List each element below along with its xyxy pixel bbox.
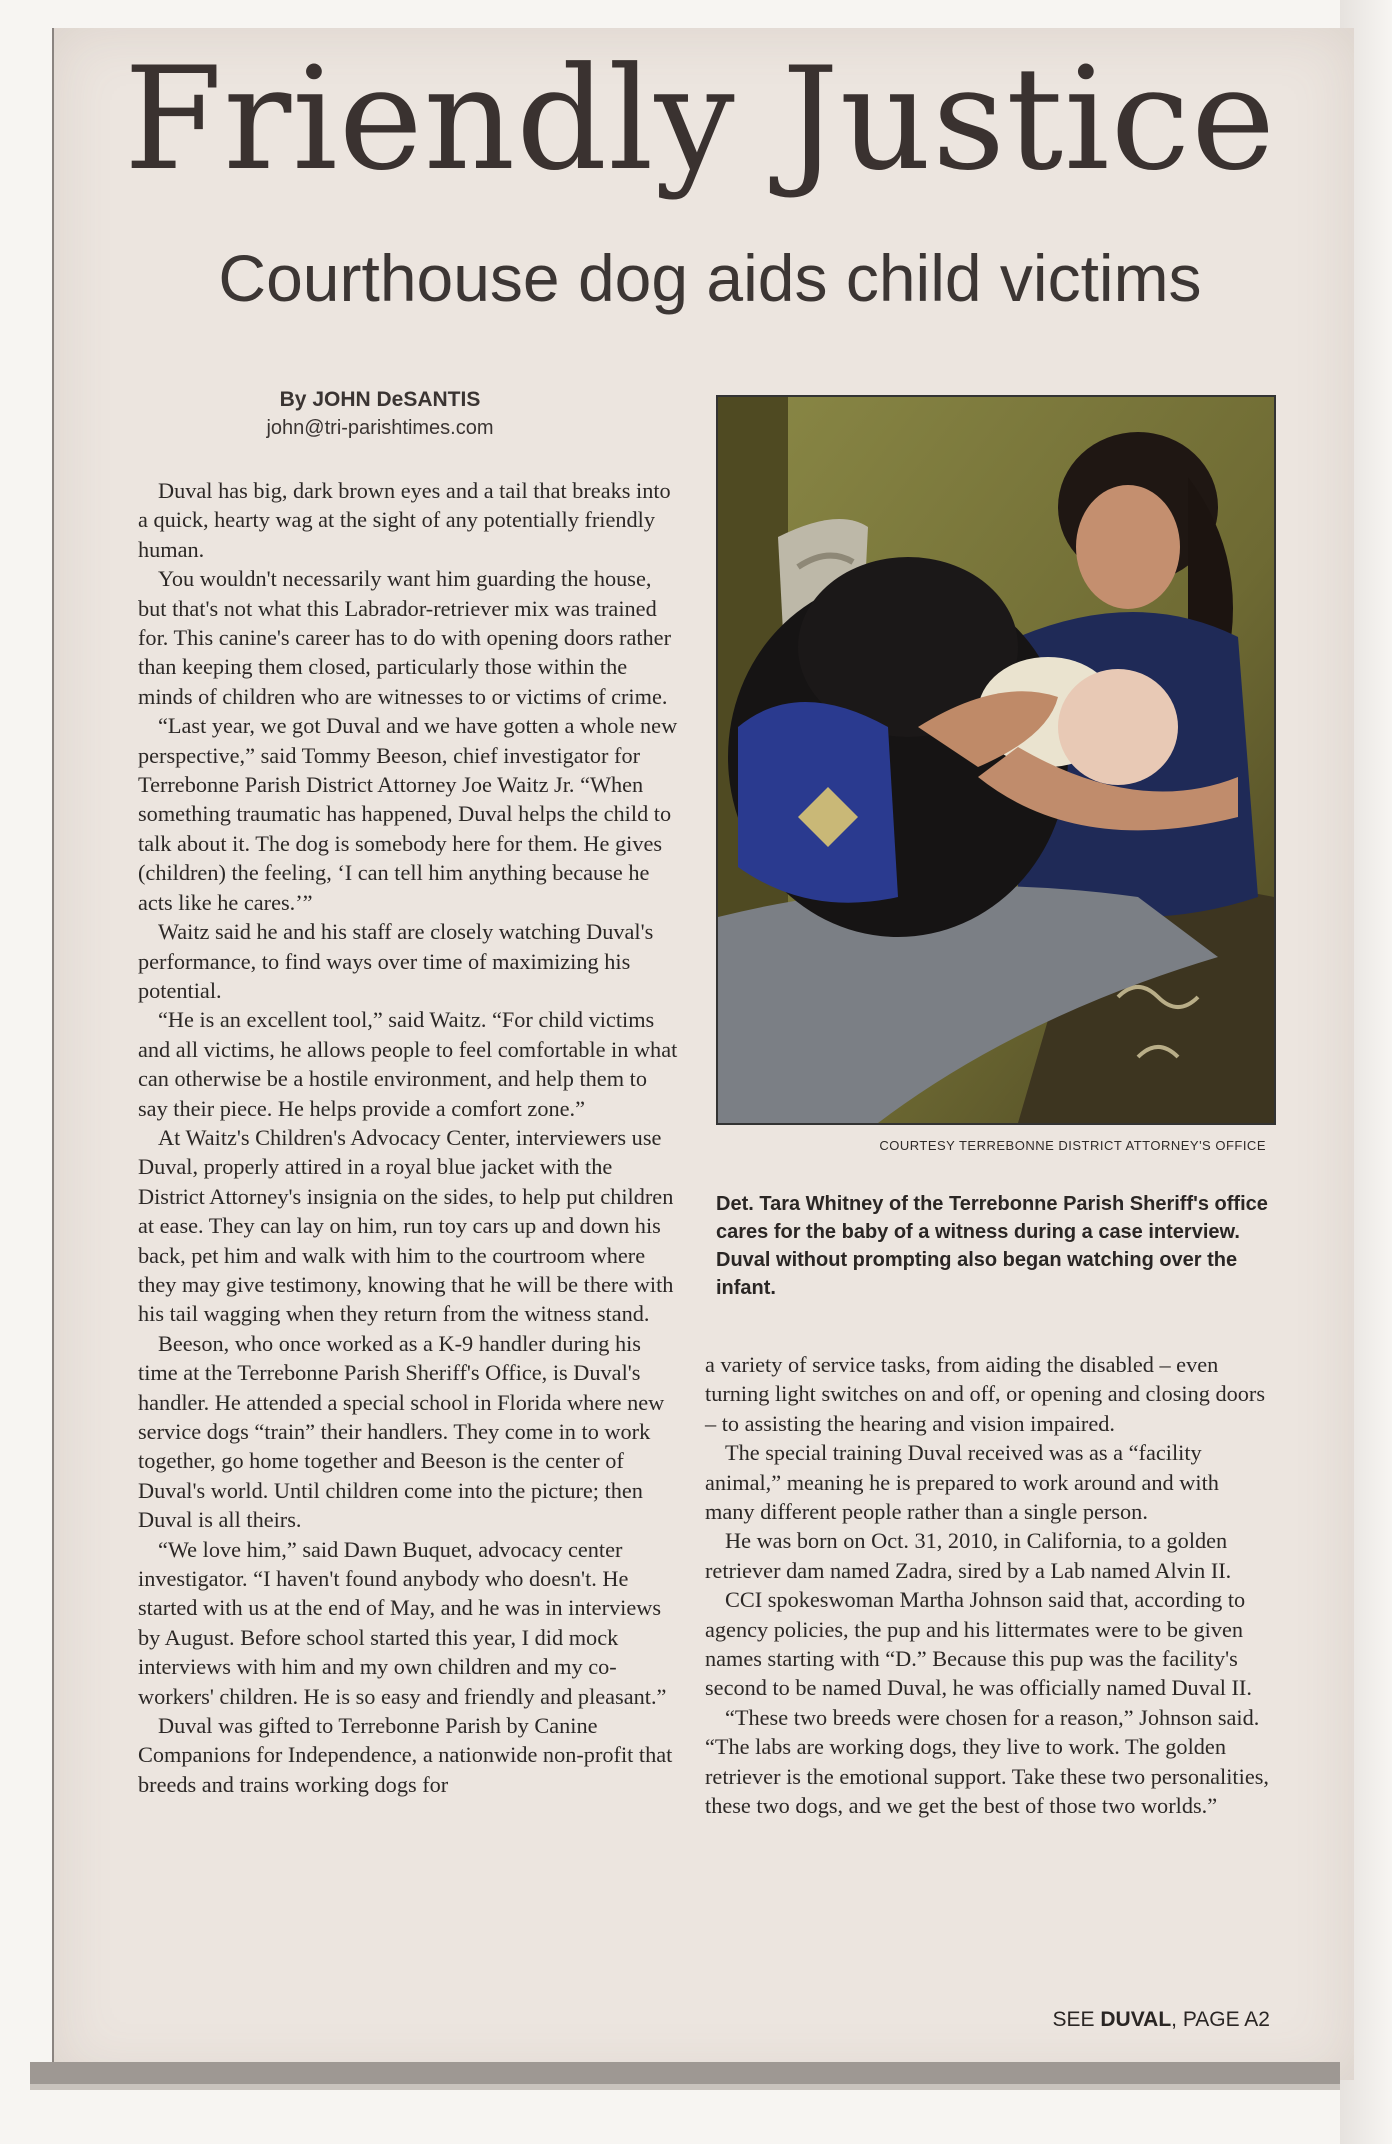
paragraph: “These two breeds were chosen for a reason,” Johnson said. “The labs are working dogs, they live to work. The golden retriever is the emotional support. Take these two personalities, these two dogs, and we get the best of those two worlds.” [705, 1704, 1269, 1819]
photo-caption: Det. Tara Whitney of the Terrebonne Parish Sheriff's office cares for the baby of a witness during a case interview. Duval without prompting also began watching over the infant. [716, 1193, 1268, 1299]
article-column-1 [138, 476, 678, 1799]
paragraph: At Waitz's Children's Advocacy Center, interviewers use Duval, properly attired in a royal blue jacket with the District Attorney's insignia on the sides, to help put children at ease. They can lay on him, run toy cars up and down his back, pet him and walk with him to the courtroom where they may give testimony, knowing that he will be there with his tail wagging when they return from the witness stand. [138, 1124, 674, 1327]
paragraph: “He is an excellent tool,” said Waitz. “For child victims and all victims, he allows people to feel comfortable in what can otherwise be a hostile environment, and help them to say their piece. He helps provide a comfort zone.” [138, 1007, 678, 1121]
paragraph: a variety of service tasks, from aiding the disabled – even turning light switches on and off, or opening and closing doors – to assisting the hearing and vision impaired. [705, 1352, 1266, 1436]
byline-email: john@tri-parishtimes.com [266, 417, 494, 439]
page-bottom-rule [30, 2062, 1340, 2084]
paragraph: The special training Duval received was as a “facility animal,” meaning he is prepared to work around and with many different people rather than a single person. [705, 1440, 1219, 1525]
photo-credit: COURTESY TERREBONNE DISTRICT ATTORNEY'S OFFICE [879, 1138, 1266, 1153]
paragraph: Duval was gifted to Terrebonne Parish by Canine Companions for Independence, a nationwide non-profit that breeds and trains working dogs for [138, 1713, 673, 1797]
jump-prefix: SEE [1052, 2008, 1095, 2031]
jump-page: PAGE A2 [1182, 2008, 1270, 2031]
jump-line[interactable]: SEE DUVAL, PAGE A2 [1052, 2008, 1270, 2031]
paragraph: CCI spokeswoman Martha Johnson said that, according to agency policies, the pup and his littermates were to be given names starting with “D.” Because this pup was the facility's second to be named Duval, he was officially named Duval II. [705, 1587, 1252, 1701]
paragraph: He was born on Oct. 31, 2010, in California, to a golden retriever dam named Zadra, sired by a Lab named Alvin II. [705, 1528, 1232, 1583]
page-bottom-shadow [30, 2084, 1340, 2090]
jump-target: DUVAL [1100, 2008, 1172, 2031]
article-photo [716, 395, 1276, 1125]
paragraph: Beeson, who once worked as a K-9 handler during his time at the Terrebonne Parish Sheriff's Office, is Duval's handler. He attended a special school in Florida where new service dogs “train” their handlers. They come in to work together, go home together and Beeson is the center of Duval's world. Until children come into the picture; then Duval is all theirs. [138, 1330, 665, 1533]
headline: Friendly Justice [123, 37, 1277, 202]
paragraph: Waitz said he and his staff are closely watching Duval's performance, to find ways over time of maximizing his potential. [138, 919, 654, 1003]
paragraph: “Last year, we got Duval and we have gotten a whole new perspective,” said Tommy Beeson, chief investigator for Terrebonne Parish District Attorney Joe Waitz Jr. “When something traumatic has happened, Duval helps the child to talk about it. The dog is somebody here for them. He gives (children) the feeling, ‘I can tell him anything because he acts like he cares.’” [138, 713, 678, 915]
byline [200, 386, 560, 442]
paragraph: You wouldn't necessarily want him guarding the house, but that's not what this Labrador-retriever mix was trained for. This canine's career has to do with opening doors rather than keeping them closed, particularly those within the minds of children who are witnesses to or victims of crime. [138, 566, 672, 709]
byline-author: By JOHN DeSANTIS [279, 388, 481, 411]
subheadline: Courthouse dog aids child victims [218, 241, 1202, 315]
article-column-2 [705, 1350, 1270, 1821]
photo-illustration [718, 397, 1274, 1123]
paragraph: “We love him,” said Dawn Buquet, advocacy center investigator. “I haven't found anybody who doesn't. He started with us at the end of May, and he was in interviews by August. Before school started this year, I did mock interviews with him and my own children and my co-workers' children. He is so easy and friendly and pleasant.” [138, 1536, 667, 1709]
paragraph: Duval has big, dark brown eyes and a tail that breaks into a quick, hearty wag at the sight of any potentially friendly human. [138, 478, 671, 562]
